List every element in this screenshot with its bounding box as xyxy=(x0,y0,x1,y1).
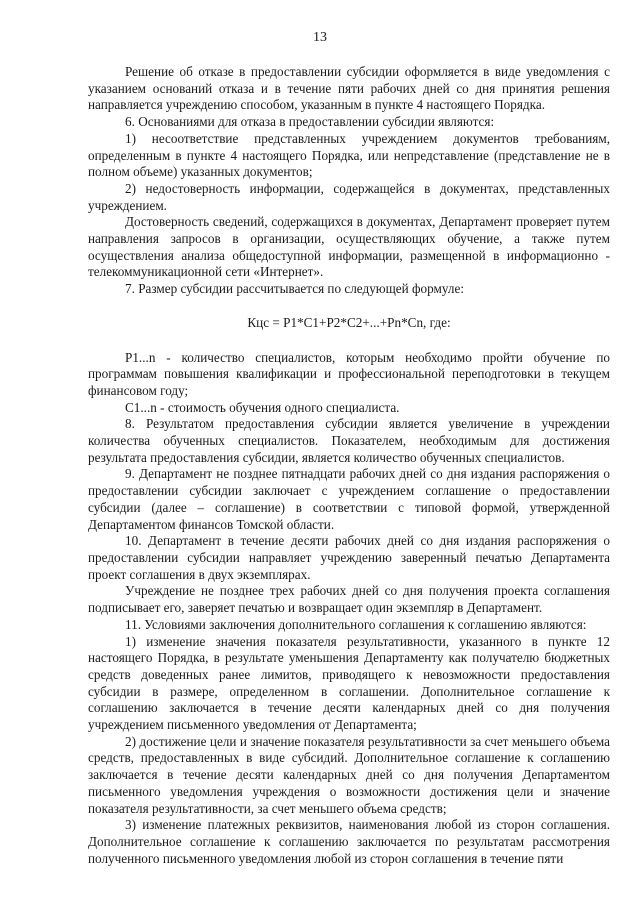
paragraph-item-9: 9. Департамент не позднее пятнадцати рабочих дней со дня издания распоряжения о предоставлении субсидии заключает с учреждением соглашение о предоставлении субсидии (далее – соглашение) в соответствии с типовой формой, утвержденной Департаментом финансов Томской области. xyxy=(88,466,610,532)
document-body xyxy=(88,64,610,867)
paragraph-item-6: 6. Основаниями для отказа в предоставлении субсидии являются: xyxy=(125,114,495,130)
paragraph-item-11: 11. Условиями заключения дополнительного соглашения к соглашению являются: xyxy=(125,616,587,632)
paragraph-c-definition: C1...n - стоимость обучения одного специалиста. xyxy=(125,399,400,415)
paragraph-item-6-1: 1) несоответствие представленных учреждением документов требованиям, определенным в пункте 4 настоящего Порядка, или непредставление (представление не в полном объеме) указанных документов; xyxy=(88,130,610,180)
paragraph-verification: Достоверность сведений, содержащихся в документах, Департамент проверяет путем направления запросов в организации, осуществляющих обучение, а также путем осуществления анализа общедоступной информации, размещенной в информационно - телекоммуникационной сети «Интернет». xyxy=(88,214,610,280)
paragraph-item-11-3: 3) изменение платежных реквизитов, наименования любой из сторон соглашения. Дополнительное соглашение к соглашению заключается по результатам рассмотрения полученного письменного уведомления любой из сторон соглашения в течение пяти xyxy=(88,817,610,866)
paragraph-item-11-1: 1) изменение значения показателя результативности, указанного в пункте 12 настоящего Порядка, в результате уменьшения Департаменту как получателю бюджетных средств доведенных ранее лимитов, приводящего к невозможности предоставления субсидии в размере, определенном в соглашении. Дополнительное соглашение к соглашению заключается в течение десяти календарных дней со дня получения учреждением письменного уведомления от Департамента; xyxy=(88,633,610,733)
paragraph-item-8: 8. Результатом предоставления субсидии является увеличение в учреждении количества обученных специалистов. Показателем, необходимым для достижения результата предоставления субсидии, является количество обученных специалистов. xyxy=(88,416,610,465)
paragraph-item-10: 10. Департамент в течение десяти рабочих дней со дня издания распоряжения о предоставлении субсидии направляет учреждению заверенный печатью Департамента проект соглашения в двух экземплярах. xyxy=(88,533,610,582)
paragraph-item-11-2: 2) достижение цели и значение показателя результативности за счет меньшего объема средств, предоставленных в виде субсидий. Дополнительное соглашение к соглашению заключается в течение десяти календарных дней со дня получения Департаментом письменного уведомления учреждения о возможности достижения цели и значение показателя результативности, за счет меньшего объема средств; xyxy=(88,733,610,816)
paragraph-p-definition: P1...n - количество специалистов, которым необходимо пройти обучение по программам повышения квалификации и профессиональной переподготовки в текущем финансовом году; xyxy=(88,349,610,398)
paragraph-return-copy: Учреждение не позднее трех рабочих дней со дня получения проекта соглашения подписывает его, заверяет печатью и возвращает один экземпляр в Департамент. xyxy=(88,583,610,616)
subsidy-formula: Кцс = P1*C1+P2*C2+...+Pn*Cn, где: xyxy=(247,314,451,330)
page-number: 13 xyxy=(313,30,327,45)
paragraph-item-6-2: 2) недостоверность информации, содержащейся в документах, представленных учреждением. xyxy=(88,180,610,213)
paragraph-item-7: 7. Размер субсидии рассчитывается по следующей формуле: xyxy=(125,281,464,297)
paragraph-refusal-notice: Решение об отказе в предоставлении субсидии оформляется в виде уведомления с указанием оснований отказа и в течение пяти рабочих дней со дня принятия решения направляется учреждению способом, указанным в пункте 4 настоящего Порядка. xyxy=(88,64,610,113)
